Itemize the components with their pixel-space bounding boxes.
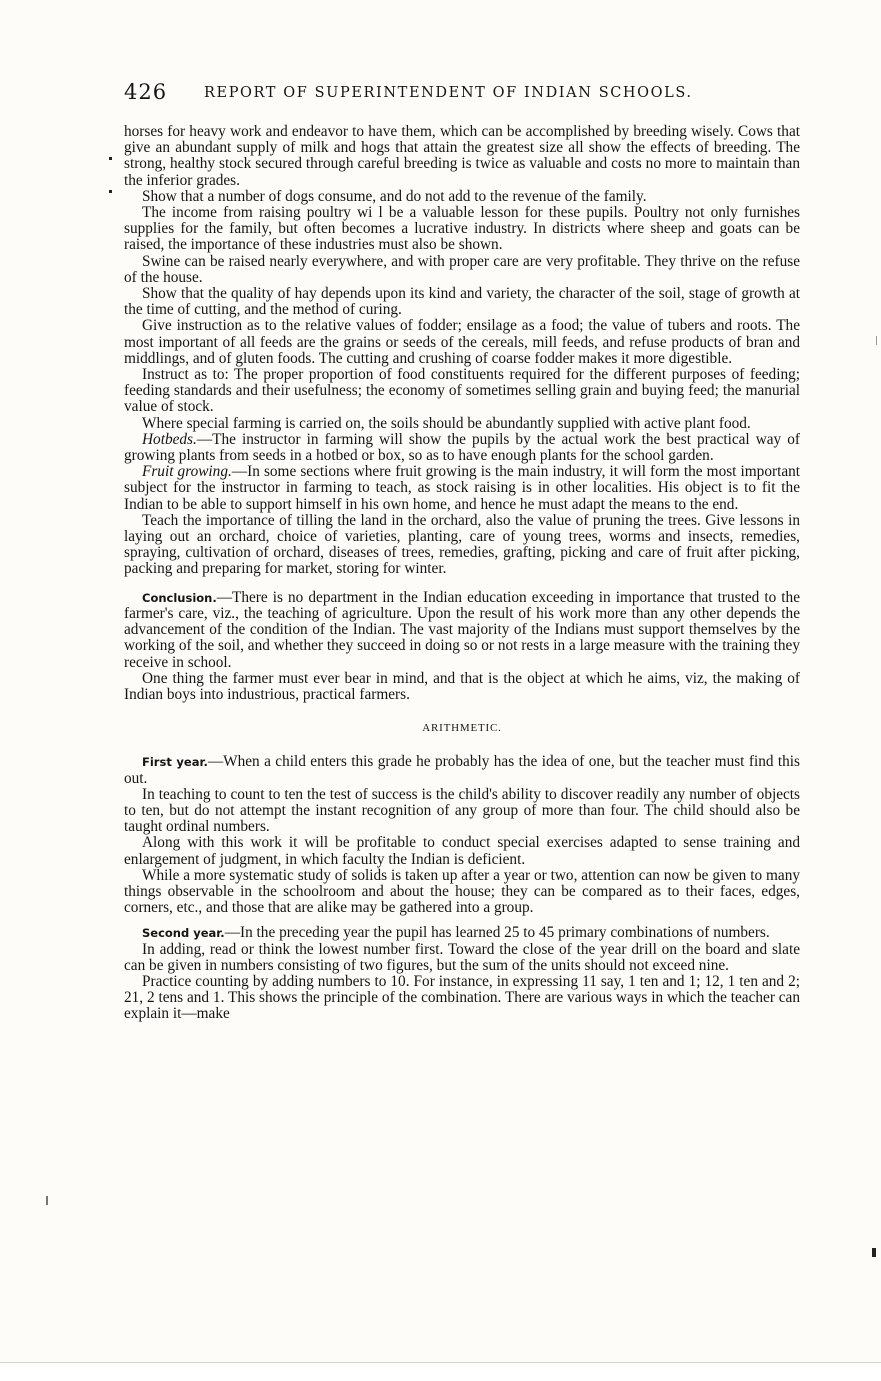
- paragraph-sense-training: Along with this work it will be profitable to conduct special exercises adapted to sense training and enlargement of judgment, in which faculty the Indian is deficient.: [124, 834, 800, 868]
- running-title: REPORT OF SUPERINTENDENT OF INDIAN SCHOOLS.: [204, 85, 693, 101]
- paragraph-special-farming: Where special farming is carried on, the soils should be abundantly supplied with active plant food.: [142, 414, 751, 432]
- margin-speck: [872, 1248, 876, 1257]
- paragraph-conclusion: [124, 590, 800, 671]
- paragraph-counting: In teaching to count to ten the test of success is the child's ability to discover readily any number of objects to ten, but do not attempt the instant recognition of any group of more than four. The child should also be taught ordinal numbers.: [124, 785, 800, 836]
- paragraph-first-year: [124, 754, 800, 786]
- paragraph-practice-counting: Practice counting by adding numbers to 10. For instance, in expressing 11 say, 1 ten and 1; 12, 1 ten and 2; 21, 2 tens and 1. This shows the principle of the combination. There are various ways in which the teacher can explain it—make: [124, 972, 800, 1023]
- hotbeds-text: —The instructor in farming will show the pupils by the actual work the best practical way of growing plants from seeds in a hotbed or box, so as to have enough plants for the school garden.: [124, 430, 800, 465]
- paragraph-farmer-aim: One thing the farmer must ever bear in mind, and that is the object at which he aims, viz, the making of Indian boys into industrious, practical farmers.: [124, 669, 800, 703]
- paragraph-breeding: horses for heavy work and endeavor to have them, which can be accomplished by breeding wisely. Cows that give an abundant supply of milk and hogs that attain the greatest size all show the effects of breeding. The strong, healthy stock secured through careful breeding is twice as valuable and costs no more to maintain than the inferior grades.: [124, 123, 800, 189]
- body-text: [124, 124, 800, 1023]
- paragraph-feeding: Instruct as to: The proper proportion of food constituents required for the different purposes of feeding; feeding standards and their usefulness; the economy of sometimes selling grain and buying feed; the manurial value of stock.: [124, 366, 800, 416]
- fruit-growing-text: —In some sections where fruit growing is the main industry, it will form the most important subject for the instructor in farming to teach, as stock raising is in other localities. His object is to fit the Indian to be able to support himself in his own home, and hence he must adapt the means to the end.: [124, 463, 801, 513]
- paragraph-swine: Swine can be raised nearly everywhere, and with proper care are very profitable. They thrive on the refuse of the house.: [124, 252, 800, 286]
- second-year-text: —In the preceding year the pupil has learned 25 to 45 primary combinations of numbers.: [224, 924, 770, 942]
- first-year-heading: First year.: [142, 755, 208, 770]
- hotbeds-heading: Hotbeds.: [142, 430, 197, 448]
- margin-speck: [109, 190, 112, 193]
- page-header: [124, 80, 804, 104]
- paragraph-orchard: Teach the importance of tilling the land in the orchard, also the value of pruning the trees. Give lessons in laying out an orchard, choice of varieties, planting, care of young trees, worms and insects, remedies, spraying, cultivation of orchard, diseases of trees, remedies, grafting, picking and care of fruit after picking, packing and preparing for market, storing for winter.: [124, 511, 800, 578]
- section-title-arithmetic: ARITHMETIC.: [422, 722, 502, 735]
- conclusion-heading: Conclusion.: [142, 590, 217, 605]
- paragraph-solids: While a more systematic study of solids is taken up after a year or two, attention can now be given to many things observable in the schoolroom and about the house; they can be compared as to their faces, edges, corners, etc., and those that are alike may be gathered into a group.: [124, 866, 800, 917]
- paragraph-second-year: [124, 925, 800, 941]
- paragraph-fruit-growing: [124, 464, 800, 513]
- conclusion-text: —There is no department in the Indian education exceeding in importance that trusted to the farmer's care, viz., the teaching of agriculture. Upon the result of his work more than any other depends the advancement of the condition of the Indian. The vast majority of the Indians must support themselves by the working of the soil, and whether they succeed in doing so or not rests in a large measure with the training they receive in school.: [124, 588, 800, 671]
- paragraph-fodder: Give instruction as to the relative values of fodder; ensilage as a food; the value of tubers and roots. The most important of all feeds are the grains or seeds of the cereals, mill feeds, and refuse products of bran and middlings, and of gluten foods. The cutting and crushing of coarse fodder makes it more digestible.: [124, 317, 800, 367]
- page-bottom-edge: [0, 1362, 881, 1381]
- paragraph-dogs: Show that a number of dogs consume, and do not add to the revenue of the family.: [142, 187, 647, 205]
- page-number: 426: [124, 80, 168, 104]
- paragraph-poultry: The income from raising poultry wi l be a valuable lesson for these pupils. Poultry not only furnishes supplies for the family, but often becomes a lucrative industry. In districts where sheep and goats can be raised, the importance of these industries must also be shown.: [124, 204, 800, 254]
- first-year-text: —When a child enters this grade he probably has the idea of one, but the teacher must find this out.: [124, 753, 801, 787]
- margin-speck: [46, 1196, 48, 1205]
- paragraph-adding: In adding, read or think the lowest number first. Toward the close of the year drill on the board and slate can be given in numbers consisting of two figures, but the sum of the units should not exceed nine.: [124, 940, 800, 974]
- second-year-heading: Second year.: [142, 926, 225, 941]
- fruit-growing-heading: Fruit growing.: [142, 463, 232, 481]
- margin-speck: [109, 157, 112, 160]
- paragraph-hay: Show that the quality of hay depends upon its kind and variety, the character of the soil, stage of growth at the time of cutting, and the method of curing.: [124, 285, 800, 319]
- paragraph-hotbeds: [124, 432, 800, 464]
- margin-speck: [876, 336, 877, 345]
